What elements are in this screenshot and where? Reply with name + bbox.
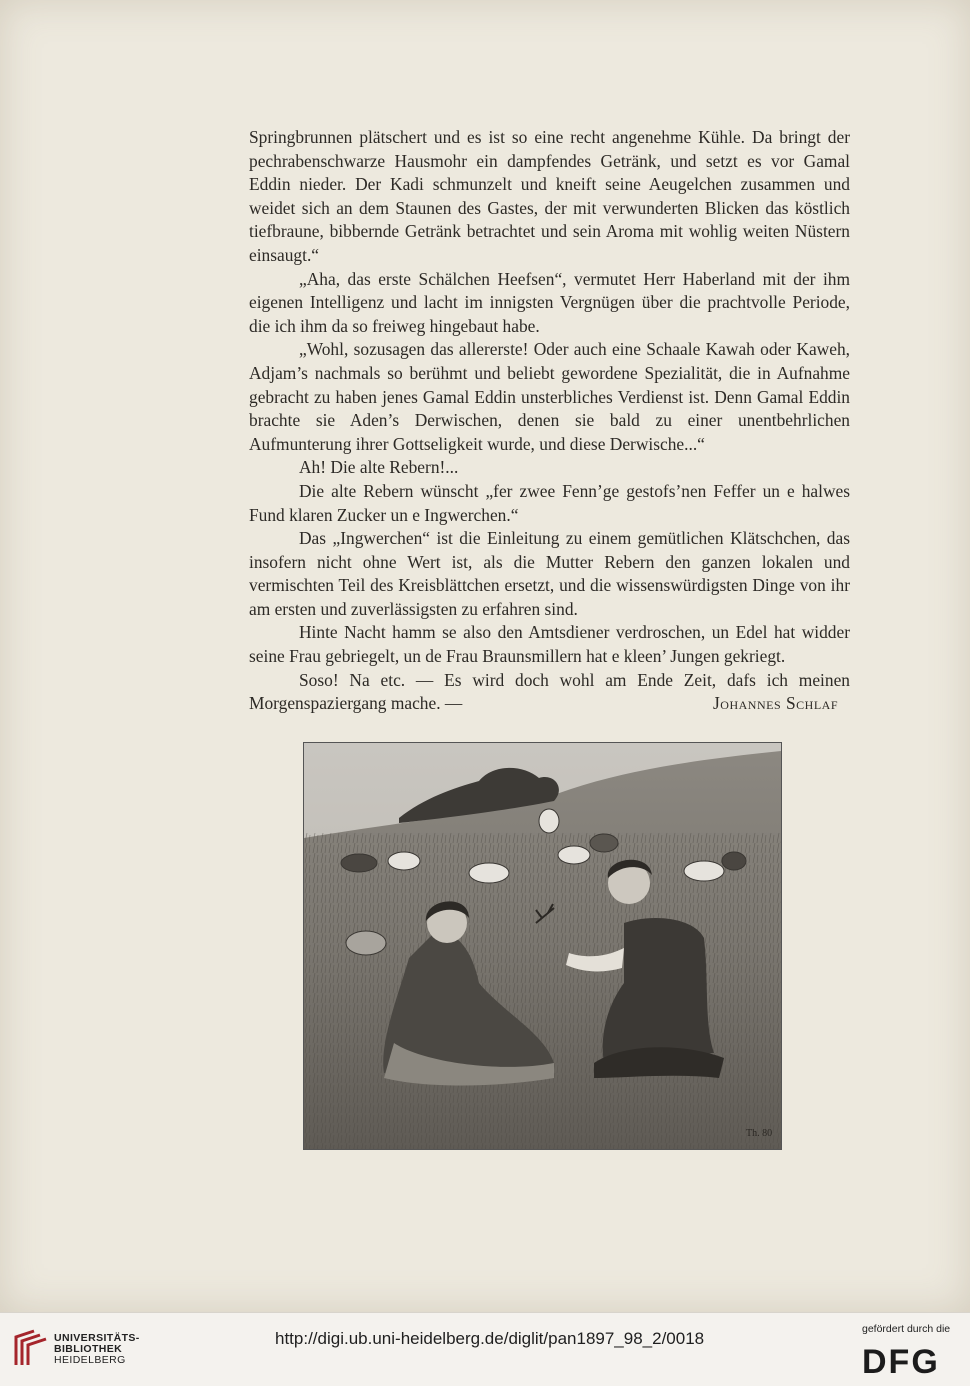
library-name-line-3: HEIDELBERG xyxy=(54,1354,126,1366)
paragraph-4: Die alte Rebern wünscht „fer zwee Fenn’ge gestofs’nen Feffer un e halwes Fund klaren Zucker un e Ingwerchen.“ xyxy=(249,480,850,525)
paragraph-3: Ah! Die alte Rebern!... xyxy=(299,457,459,478)
closing-line: Soso! Na etc. — Es wird doch wohl am Ende Zeit, dafs ich meinen xyxy=(299,669,850,690)
source-url-link[interactable]: http://digi.ub.uni-heidelberg.de/diglit/pan1897_98_2/0018 xyxy=(275,1329,705,1348)
dfg-logo-text: DFG xyxy=(862,1343,940,1377)
library-logo-icon xyxy=(12,1327,48,1369)
library-name-line-1: UNIVERSITÄTS- xyxy=(54,1332,140,1344)
library-name-line-2: BIBLIOTHEK xyxy=(54,1343,123,1355)
dfg-logo-icon xyxy=(862,1343,958,1377)
paragraph-5: Das „Ingwerchen“ ist die Einleitung zu einem gemütlichen Klätschchen, das insofern nicht ohne Wert ist, als die Mutter Rebern den ganzen lokalen und vermischten Teil des Kreisblättchen ersetzt, und die wissenswürdigsten Dinge von ihr am ersten und zuverlässigsten zu erfahren sind. xyxy=(249,528,850,619)
artist-signature: Th. 80 xyxy=(746,1128,773,1139)
funding-note: gefördert durch die xyxy=(862,1323,951,1335)
footer-bar xyxy=(0,1312,970,1386)
article-text xyxy=(249,126,850,716)
paragraph-1: „Aha, das erste Schälchen Heefsen“, vermutet Herr Haberland mit der ihm eigenen Intelligenz und lacht im innigsten Vergnügen über die prachtvolle Periode, die ich ihm da so freiweg hingebaut habe. xyxy=(249,268,850,336)
paragraph-6: Hinte Nacht hamm se also den Amtsdiener verdroschen, un Edel hat widder seine Frau gebriegelt, un de Frau Braunsmillern hat e kleen’ Jungen gekriegt. xyxy=(249,622,850,667)
closing-last: Morgenspaziergang mache. — xyxy=(249,693,463,714)
illustration-children-with-goats xyxy=(303,742,782,1150)
paragraph-2: „Wohl, sozusagen das allererste! Oder auch eine Schaale Kawah oder Kaweh, Adjam’s nachmals so berühmt und beliebt gewordene Spezialität, die in Aufnahme gebracht zu haben jenes Gamal Eddin unsterbliches Verdienst ist. Denn Gamal Eddin brachte sie Aden’s Derwischen, denen sie bald zu einer unentbehrlichen Aufmunterung ihrer Gottseligkeit wurde, und diese Derwische...“ xyxy=(249,339,850,454)
author-signature: Johannes Schlaf xyxy=(713,693,838,714)
paragraph-0: Springbrunnen plätschert und es ist so eine recht angenehme Kühle. Da bringt der pechrabenschwarze Hausmohr ein dampfendes Getränk, und setzt es vor Gamal Eddin nieder. Der Kadi schmunzelt und kneift seine Aeugelchen zusammen und weidet sich an dem Staunen des Gastes, der mit verwunderten Blicken das köstlich tiefbraune, bibbernde Getränk betrachtet und sein Aroma mit wohlig weiten Nüstern einsaugt.“ xyxy=(249,127,850,265)
closing-row xyxy=(249,692,850,716)
